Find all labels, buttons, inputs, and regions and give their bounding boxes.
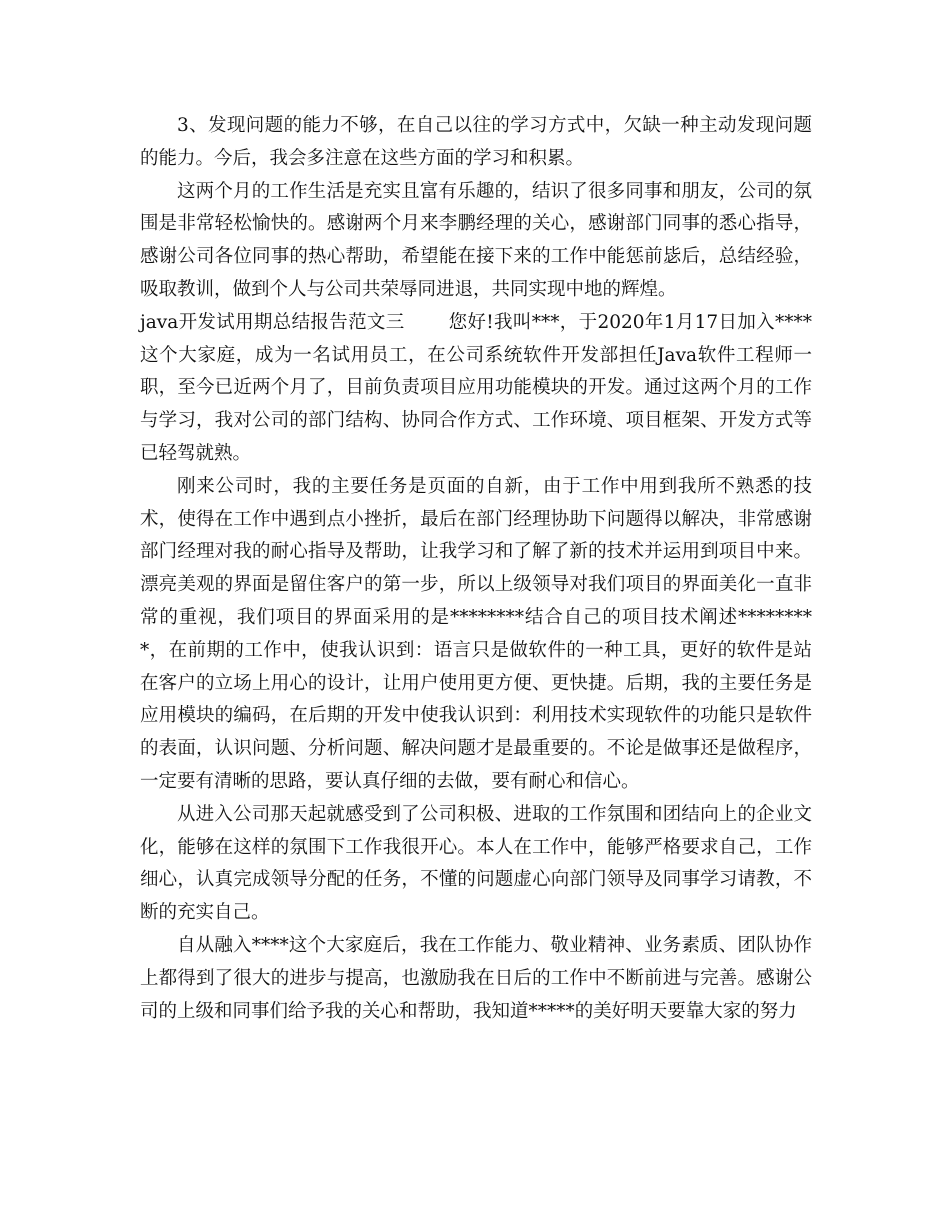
paragraph-3-body: 您好!我叫***，于2020年1月17日加入****这个大家庭，成为一名试用员工，在公司系统软件开发部担任Java软件工程师一职，至今已近两个月了，目前负责项目应用功能模块的开发。通过这两个月的工作与学习，我对公司的部门结构、协同合作方式、工作环境、项目框架、开发方式等已轻驾就熟。 bbox=[140, 311, 813, 464]
paragraph-5: 从进入公司那天起就感受到了公司积极、进取的工作氛围和团结向上的企业文化，能够在这样的氛围下工作我很开心。本人在工作中，能够严格要求自己，工作细心，认真完成领导分配的任务，不懂的问题虚心向部门领导及同事学习请教，不断的充实自己。 bbox=[140, 803, 812, 924]
document-page bbox=[140, 110, 812, 1028]
section-title: java开发试用期总结报告范文三 bbox=[140, 311, 405, 333]
paragraph-3 bbox=[140, 307, 812, 471]
paragraph-2: 这两个月的工作生活是充实且富有乐趣的，结识了很多同事和朋友，公司的氛围是非常轻松愉快的。感谢两个月来李鹏经理的关心，感谢部门同事的悉心指导，感谢公司各位同事的热心帮助，希望能在接下来的工作中能惩前毖后，总结经验，吸取教训，做到个人与公司共荣辱同进退，共同实现中地的辉煌。 bbox=[140, 180, 812, 300]
paragraph-4: 刚来公司时，我的主要任务是页面的自新，由于工作中用到我所不熟悉的技术，使得在工作中遇到点小挫折，最后在部门经理协助下问题得以解决，非常感谢部门经理对我的耐心指导及帮助，让我学习和了解了新的技术并运用到项目中来。漂亮美观的界面是留住客户的第一步，所以上级领导对我们项目的界面美化一直非常的重视，我们项目的界面采用的是********结合自己的项目技术阐述*********，在前期的工作中，使我认识到：语言只是做软件的一种工具，更好的软件是站在客户的立场上用心的设计，让用户使用更方便、更快捷。后期，我的主要任务是应用模块的编码，在后期的开发中使我认识到：利用技术实现软件的功能只是软件的表面，认识问题、分析问题、解决问题才是最重要的。不论是做事还是做程序，一定要有清晰的思路，要认真仔细的去做，要有耐心和信心。 bbox=[140, 475, 812, 792]
paragraph-6: 自从融入****这个大家庭后，我在工作能力、敬业精神、业务素质、团队协作上都得到了很大的进步与提高，也激励我在日后的工作中不断前进与完善。感谢公司的上级和同事们给予我的关心和帮助，我知道*****的美好明天要靠大家的努力 bbox=[140, 934, 812, 1022]
paragraph-1: 3、发现问题的能力不够，在自己以往的学习方式中，欠缺一种主动发现问题的能力。今后，我会多注意在这些方面的学习和积累。 bbox=[140, 115, 812, 169]
